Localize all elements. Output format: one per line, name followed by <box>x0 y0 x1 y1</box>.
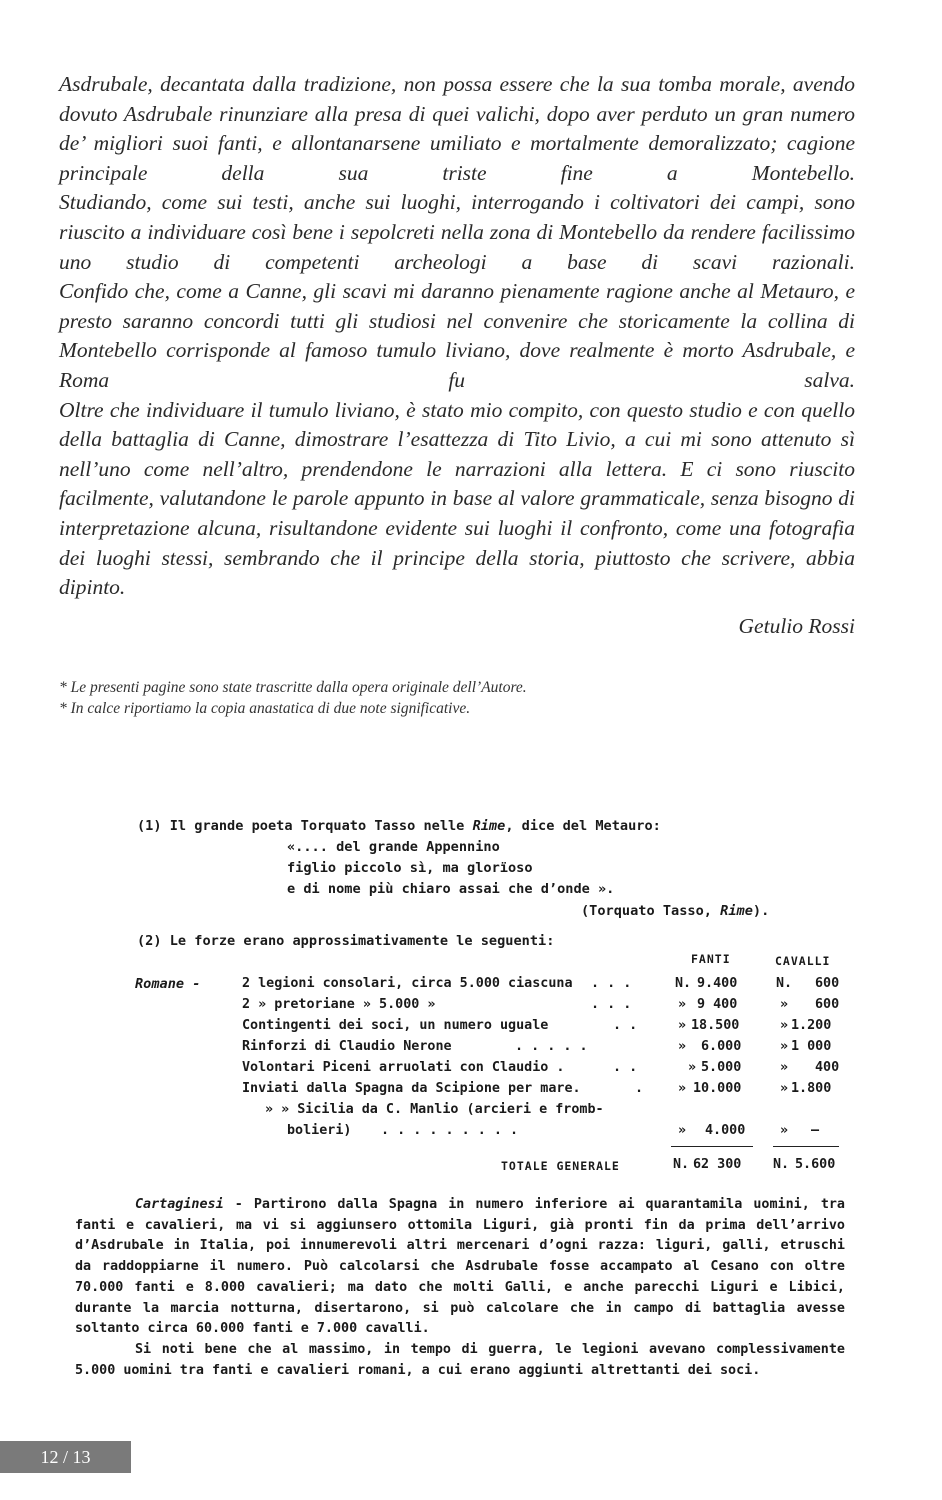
table-row: Rinforzi di Claudio Nerone . . . . . » 6.000 » 1 000 <box>242 1039 832 1054</box>
verse-line-3: e di nome più chiaro assai che d’onde ». <box>287 881 615 897</box>
sum-rule-fanti <box>671 1146 753 1147</box>
table-row: 2 legioni consolari, circa 5.000 ciascuna . . . N. 9.400 N. 600 <box>242 976 840 991</box>
table-row: 2 » pretoriane » 5.000 » . . . » 9 400 » 600 <box>242 997 840 1012</box>
paragraph-1: Asdrubale, decantata dalla tradizione, non possa essere che la sua tomba morale, avendo dovuto Asdrubale rinunziare alla presa di quei valichi, dopo aver perduto un gran numero de’ migliori suoi fanti, e allontanarsene umiliato e mortalmente demoralizzato; cagione principale della sua triste fine a Montebello. <box>59 72 855 185</box>
table-row: bolieri) . . . . . . . . . » 4.000 » — <box>287 1123 820 1138</box>
note2-intro: (2) Le forze erano approssimativamente le seguenti: <box>137 933 555 949</box>
footnote-2: * In calce riportiamo la copia anastatica di due note significative. <box>59 700 471 717</box>
footnotes <box>59 677 527 719</box>
total-row: TOTALE GENERALE N. 62 300 N. 5.600 <box>501 1157 836 1173</box>
table-row: » » Sicilia da C. Manlio (arcieri e fromb- <box>265 1102 604 1117</box>
table-row: Volontari Piceni arruolati con Claudio . . . » 5.000 » 400 <box>242 1060 840 1075</box>
footnote-1: * Le presenti pagine sono state trascritte dalla opera originale dell’Autore. <box>59 679 527 696</box>
author-signature: Getulio Rossi <box>738 614 855 638</box>
column-header-fanti: FANTI <box>691 952 731 966</box>
body-text <box>59 70 855 603</box>
paragraph-3: Confido che, come a Canne, gli scavi mi daranno pienamente ragione anche al Metauro, e presto saranno concordi tutti gli studiosi nel convenire che storicamente la collina di Montebello corrisponde al famoso tumulo liviano, dove realmente è morto Asdrubale, e Roma fu salva. <box>59 279 855 392</box>
sum-rule-cavalli <box>773 1146 839 1147</box>
note1-intro: (1) Il grande poeta Torquato Tasso nelle Rime, dice del Metauro: <box>137 818 661 834</box>
table-row: Contingenti dei soci, un numero uguale . . » 18.500 » 1.200 <box>242 1018 832 1033</box>
verse-line-1: «.... del grande Appennino <box>287 839 500 855</box>
romane-label: Romane - <box>135 976 201 992</box>
verse-citation: (Torquato Tasso, Rime). <box>581 903 770 919</box>
table-row: Inviati dalla Spagna da Scipione per mare. . » 10.000 » 1.800 <box>242 1081 832 1096</box>
page-number: 12 / 13 <box>0 1441 131 1473</box>
column-header-cavalli: CAVALLI <box>775 954 831 968</box>
anastatic-facsimile <box>75 818 845 1388</box>
cartaginesi-paragraph: Cartaginesi - Partirono dalla Spagna in numero inferiore ai quarantamila uomini, tra fanti e cavalieri, ma vi si aggiunsero ottomila Liguri, già pronti fin da prima dell’arrivo d’Asdrubale in Italia, poi innumerevoli altri mercenari d’ogni razza: liguri, galli, etruschi da raddoppiarne il numero. Può calcolarsi che Asdrubale fosse accampato al Cesano con oltre 70.000 fanti e 8.000 cavalieri; ma dato che molti Galli, e anche parecchi Liguri e Libici, durante la marcia notturna, disertarono, si può calcolare che in campo di battaglia avesse soltanto circa 60.000 fanti e 7.000 cavalli. Si noti bene che al massimo, in tempo di guerra, le legioni avevano complessivamente 5.000 uomini tra fanti e cavalieri romani, a cui erano aggiunti altrettanti dei soci. <box>75 1197 845 1378</box>
paragraph-4: Oltre che individuare il tumulo liviano, è stato mio compito, con questo studio e con quello della battaglia di Canne, dimostrare l’esattezza di Tito Livio, a cui mi sono attenuto sì nell’uno come nell’altro, prendendone le narrazioni alla lettera. E ci sono riuscito facilmente, valutandone le parole appunto in base al valore grammaticale, senza bisogno di interpretazione alcuna, risultandone evidente sui luoghi il confronto, come una fotografia dei luoghi stessi, sembrando che il principe della storia, piuttosto che scrivere, abbia dipinto. <box>59 397 855 600</box>
paragraph-2: Studiando, come sui testi, anche sui luoghi, interrogando i coltivatori dei campi, sono riuscito a individuare così bene i sepolcreti nella zona di Montebello da rendere facilissimo uno studio di competenti archeologi a base di scavi razionali. <box>59 190 855 274</box>
verse-line-2: figlio piccolo sì, ma glorïoso <box>287 860 533 876</box>
